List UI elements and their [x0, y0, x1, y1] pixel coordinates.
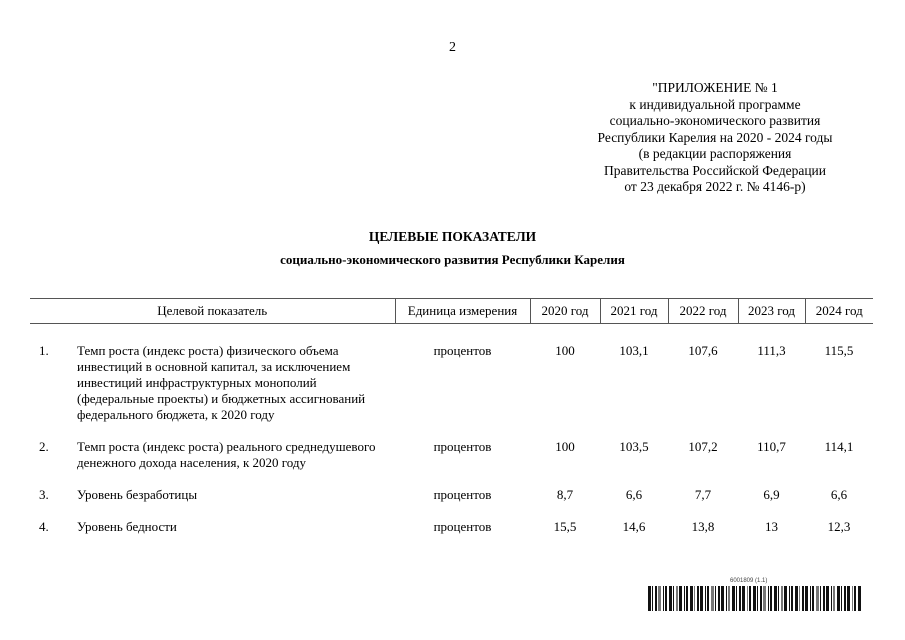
value-cell: 14,6: [622, 519, 646, 534]
barcode-bar: [854, 586, 856, 611]
value-cell: 6,9: [763, 487, 780, 502]
indicator-name: Уровень бедности: [77, 519, 177, 534]
barcode-bar: [715, 586, 716, 611]
barcode-bar: [655, 586, 657, 611]
table-row: [30, 519, 873, 551]
barcode-bar: [684, 586, 685, 611]
barcode-bar: [663, 586, 664, 611]
unit-cell: процентов: [433, 519, 492, 534]
column-header: 2023 год: [738, 299, 805, 324]
barcode-bar: [669, 586, 672, 611]
column-header: Целевой показатель: [30, 299, 395, 324]
table-row: [30, 487, 873, 519]
barcode-bar: [831, 586, 832, 611]
value-cell: 115,5: [824, 343, 854, 358]
value-cell: 110,7: [757, 439, 786, 454]
appendix-line: от 23 декабря 2022 г. № 4146-р): [624, 179, 806, 194]
barcode-bar: [711, 586, 714, 611]
barcode-bar: [726, 586, 727, 611]
appendix-header: [560, 80, 870, 196]
value-cell: 103,5: [619, 439, 649, 454]
document-title: ЦЕЛЕВЫЕ ПОКАЗАТЕЛИ: [368, 229, 537, 244]
value-cell: 107,2: [688, 439, 718, 454]
barcode-bar: [749, 586, 751, 611]
row-number: 4.: [39, 519, 49, 534]
barcode-bar: [820, 586, 821, 611]
barcode-bar: [718, 586, 720, 611]
barcode-bar: [858, 586, 861, 611]
barcode-bar: [810, 586, 811, 611]
column-header: 2022 год: [668, 299, 738, 324]
appendix-line: Республики Карелия на 2020 - 2024 годы: [597, 129, 833, 145]
value-cell: 114,1: [824, 439, 854, 454]
barcode-bar: [799, 586, 800, 611]
barcode-bar: [847, 586, 850, 611]
value-cell: 6,6: [625, 487, 643, 502]
barcode-bar: [763, 586, 766, 611]
unit-cell: процентов: [433, 343, 492, 358]
barcode-bar: [700, 586, 703, 611]
table-header-row: [30, 299, 873, 324]
barcode-bar: [802, 586, 804, 611]
barcode-bar: [665, 586, 667, 611]
table-row: [30, 439, 873, 487]
barcode-label: 6001809 (1.1): [730, 578, 768, 584]
value-cell: 103,1: [619, 343, 649, 358]
barcode-bar: [732, 586, 735, 611]
value-cell: 8,7: [556, 487, 574, 502]
barcode-bar: [757, 586, 758, 611]
barcode-bar: [784, 586, 787, 611]
barcode-bar: [694, 586, 695, 611]
indicator-cell: [30, 519, 395, 551]
barcode-bar: [658, 586, 661, 611]
barcode-bar: [816, 586, 819, 611]
unit-cell: процентов: [433, 487, 492, 502]
indicator-name: Темп роста (индекс роста) реального среднедушевого денежного дохода населения, к 2020 году: [77, 439, 376, 470]
barcode-bar: [652, 586, 653, 611]
barcode-bar: [826, 586, 829, 611]
barcode-bar: [823, 586, 825, 611]
barcode-bar: [812, 586, 814, 611]
column-header: 2020 год: [530, 299, 600, 324]
unit-cell: процентов: [433, 439, 492, 454]
value-cell: 100: [555, 343, 575, 358]
indicator-cell: [30, 324, 395, 440]
barcode-bar: [852, 586, 853, 611]
appendix-line: социально-экономического развития: [609, 113, 821, 128]
barcode-bar: [837, 586, 840, 611]
column-header: Единица измерения: [395, 299, 530, 324]
barcode-bar: [728, 586, 730, 611]
appendix-line: Правительства Российской Федерации: [604, 162, 826, 178]
barcode-bar: [770, 586, 772, 611]
barcode-bar: [686, 586, 688, 611]
barcode-bar: [697, 586, 699, 611]
barcode-bar: [739, 586, 741, 611]
barcode-bar: [841, 586, 842, 611]
row-number: 3.: [39, 487, 49, 502]
value-cell: 15,5: [553, 519, 577, 534]
barcode-bar: [795, 586, 798, 611]
barcode-bar: [774, 586, 777, 611]
row-number: 1.: [39, 343, 49, 358]
value-cell: 111,3: [757, 343, 786, 358]
value-cell: 13,8: [691, 519, 715, 534]
barcode-bar: [805, 586, 808, 611]
page-number: 2: [449, 40, 456, 55]
barcode-bar: [742, 586, 745, 611]
column-header: 2021 год: [600, 299, 668, 324]
barcode: [648, 586, 863, 611]
barcode-bar: [833, 586, 835, 611]
value-cell: 13: [765, 519, 778, 534]
indicator-name: Уровень безработицы: [77, 487, 198, 502]
value-cell: 6,6: [830, 487, 848, 502]
appendix-line: к индивидуальной программе: [629, 96, 801, 112]
barcode-bar: [760, 586, 762, 611]
barcode-bar: [736, 586, 737, 611]
barcode-bar: [789, 586, 790, 611]
barcode-bar: [791, 586, 793, 611]
indicator-cell: [30, 487, 395, 519]
barcode-bar: [690, 586, 693, 611]
appendix-line: (в редакции распоряжения: [638, 146, 792, 161]
value-cell: 100: [555, 439, 575, 454]
indicator-cell: [30, 439, 395, 487]
barcode-bar: [768, 586, 769, 611]
barcode-bar: [673, 586, 674, 611]
appendix-line: "ПРИЛОЖЕНИЕ № 1: [652, 80, 778, 95]
barcode-bar: [844, 586, 846, 611]
indicators-table: [30, 298, 873, 551]
document-subtitle: социально-экономического развития Республики Карелия: [280, 252, 625, 267]
barcode-bar: [721, 586, 724, 611]
barcode-bar: [753, 586, 756, 611]
barcode-bar: [648, 586, 651, 611]
value-cell: 12,3: [827, 519, 851, 534]
barcode-bar: [781, 586, 783, 611]
barcode-bar: [747, 586, 748, 611]
column-header: 2024 год: [805, 299, 873, 324]
barcode-bar: [679, 586, 682, 611]
indicator-name: Темп роста (индекс роста) физического объема инвестиций в основной капитал, за исключением инвестиций инфраструктурных монополий (федеральные проекты) и бюджетных ассигнований федерального бюджета, к 2020 году: [77, 343, 366, 422]
table-row: [30, 324, 873, 440]
row-number: 2.: [39, 439, 49, 454]
barcode-bar: [705, 586, 706, 611]
barcode-bar: [707, 586, 709, 611]
value-cell: 7,7: [694, 487, 712, 502]
value-cell: 107,6: [688, 343, 718, 358]
barcode-bar: [676, 586, 678, 611]
barcode-bar: [778, 586, 779, 611]
